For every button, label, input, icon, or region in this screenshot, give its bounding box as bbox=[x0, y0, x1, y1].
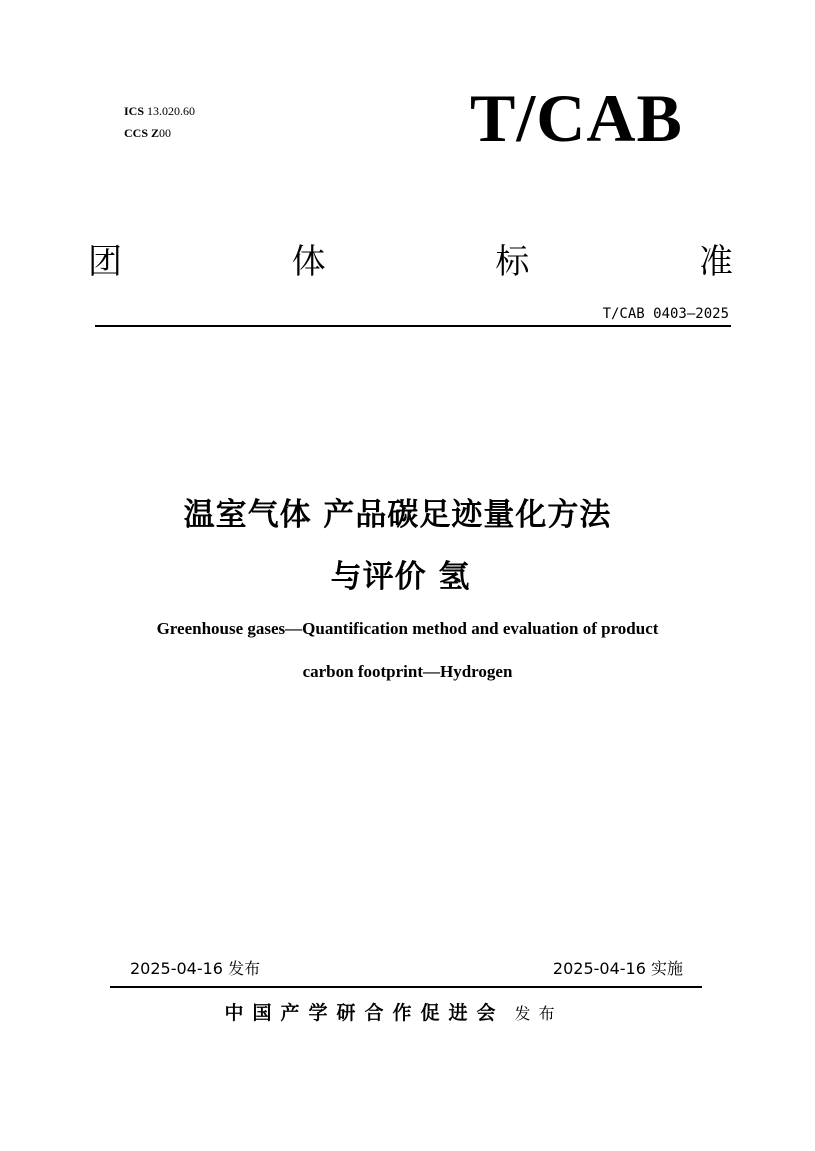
standard-type-char: 体 bbox=[291, 242, 326, 282]
bottom-divider bbox=[110, 986, 702, 988]
ics-code: 13.020.60 bbox=[147, 104, 196, 118]
publisher-verb: 发布 bbox=[514, 1004, 563, 1023]
ccs-label: CCS bbox=[124, 126, 149, 140]
standard-type-char: 准 bbox=[698, 242, 733, 282]
title-en-line1: Greenhouse gases—Quantification method and evaluation of product bbox=[156, 619, 659, 638]
standard-type-char: 团 bbox=[88, 242, 122, 282]
ccs-letter: Z bbox=[151, 126, 160, 140]
top-divider bbox=[95, 325, 731, 327]
classification-block bbox=[124, 100, 195, 144]
standard-type bbox=[88, 240, 733, 284]
ccs-row bbox=[124, 122, 195, 144]
title-cn-line1: 温室气体 产品碳足迹量化方法 bbox=[183, 497, 612, 533]
publisher-org: 中国产学研合作促进会 bbox=[224, 1002, 505, 1024]
publish-date: 2025-04-16 发布 bbox=[130, 959, 261, 978]
publisher bbox=[0, 1000, 815, 1027]
title-cn-line2: 与评价 氢 bbox=[330, 559, 471, 595]
tcab-logo: T/CAB bbox=[470, 80, 683, 156]
title-en-line2: carbon footprint—Hydrogen bbox=[302, 662, 513, 681]
ccs-number: 00 bbox=[159, 126, 172, 140]
implement-date: 2025-04-16 实施 bbox=[552, 959, 683, 978]
ics-label: ICS bbox=[124, 104, 145, 118]
ics-row bbox=[124, 100, 195, 122]
standard-code: T/CAB 0403—2025 bbox=[602, 306, 729, 322]
standard-type-char: 标 bbox=[495, 242, 530, 282]
